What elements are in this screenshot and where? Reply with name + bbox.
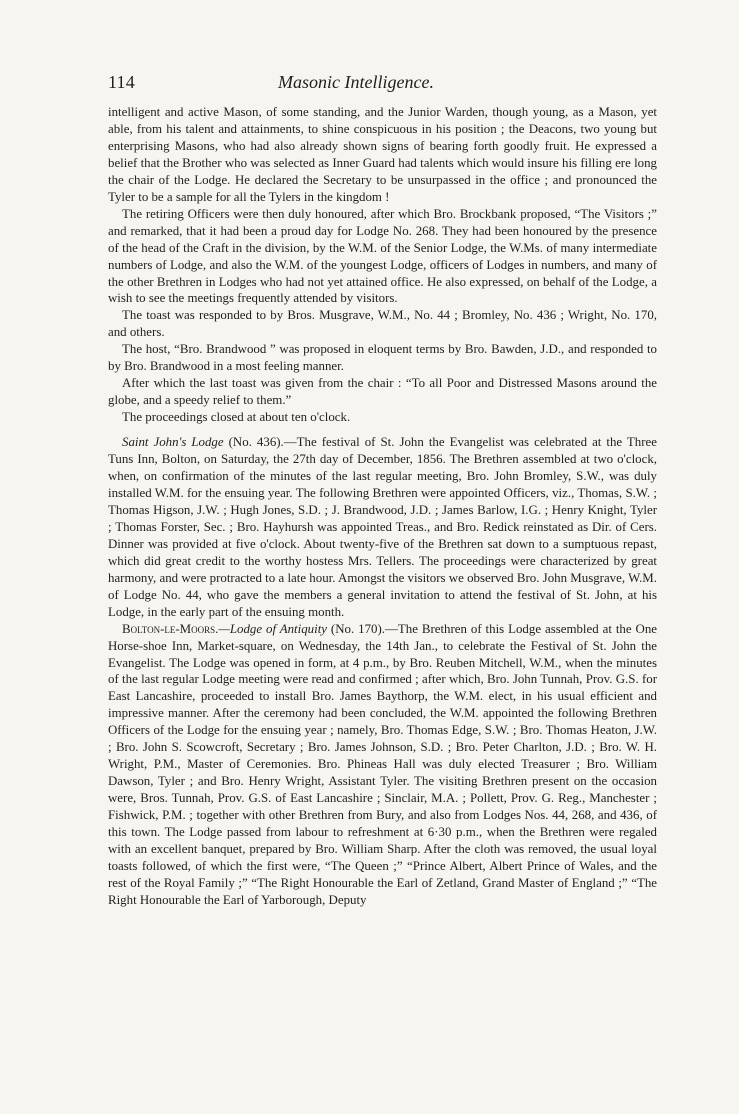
paragraph-bolton-le-moors — [108, 621, 657, 909]
paragraph-saint-johns-lodge — [108, 434, 657, 620]
paragraph-visitors-toast: The retiring Officers were then duly honoured, after which Bro. Brockbank proposed, “The Visitors ;” and remarked, that it had been a proud day for Lodge No. 268. They had been honoured by the presence of the head of the Craft in the division, by the W.M. of the Senior Lodge, the W.Ms. of many intermediate numbers of Lodge, and also the W.M. of the youngest Lodge, officers of Lodges in numbers, and many of the other Brethren in Lodges who had not yet attained office. He also expressed, on behalf of the Lodge, a wish to see the meetings frequently attended by visitors. — [108, 206, 657, 306]
paragraph-toast-response: The toast was responded to by Bros. Musgrave, W.M., No. 44 ; Bromley, No. 436 ; Wright, No. 170, and others. — [108, 308, 657, 340]
paragraph-host-toast: The host, “Bro. Brandwood ” was proposed in eloquent terms by Bro. Bawden, J.D., and responded to by Bro. Brandwood in a most feeling manner. — [108, 342, 657, 374]
paragraph-continuation: intelligent and active Mason, of some standing, and the Junior Warden, though young, as a Mason, yet able, from his talent and attainments, to shine conspicuous in his position ; the Deacons, two young but enterprising Masons, who had also already shown signs of bearing forth goodly fruit. He expressed a belief that the Brother who was selected as Inner Guard had talents which would insure his filling ere long the chair of the Lodge. He declared the Secretary to be unsurpassed in the office ; and pronounced the Tyler to be a sample for all the Tylers in the kingdom ! — [108, 105, 657, 204]
running-title: Masonic Intelligence. — [278, 72, 434, 92]
page-number: 114 — [108, 72, 135, 92]
place-heading-small-caps: Bolton-le-Moors. — [122, 621, 219, 636]
lodge-name-italic: —Lodge of Antiquity — [218, 621, 327, 636]
saint-johns-report-text: (No. 436).—The festival of St. John the Evangelist was celebrated at the Three Tuns Inn, Bolton, on Saturday, the 27th day of December, 1856. The Brethren assembled at two o'clock, when, on confirmation of the minutes of the last regular meeting, Bro. John Bromley, S.W., was duly installed W.M. for the ensuing year. The following Brethren were appointed Officers, viz., Thomas, S.W. ; Thomas Higson, J.W. ; Hugh Jones, S.D. ; J. Brandwood, J.D. ; James Barlow, I.G. ; Henry Knight, Tyler ; Thomas Forster, Sec. ; Bro. Hayhursh was appointed Treas., and Bro. Redick reinstated as Dir. of Cers. Dinner was provided at five o'clock. About twenty-five of the Brethren sat down to a sumptuous repast, which did great credit to the worthy hostess Mrs. Tellers. The proceedings were characterized by great harmony, and were protracted to a late hour. Amongst the visitors we observed Bro. John Musgrave, W.M. of Lodge No. 44, who gave the members a general invitation to attend the festival of St. John, at his Lodge, in the early part of the ensuing month. — [108, 435, 657, 619]
lodge-name-italic: Saint John's Lodge — [122, 435, 224, 450]
article-body — [108, 104, 657, 909]
page-header — [108, 72, 657, 100]
section-spacer — [108, 426, 657, 434]
bolton-report-text: (No. 170).—The Brethren of this Lodge assembled at the One Horse-shoe Inn, Market-square, on Wednesday, the 14th Jan., to celebrate the Festival of St. John the Evangelist. The Lodge was opened in form, at 4 p.m., by Bro. Reuben Mitchell, W.M., when the minutes of the last regular Lodge meeting were read and confirmed ; after which, Bro. John Tunnah, Prov. G.S. for East Lancashire, proceeded to install Bro. James Baythorp, the W.M. elect, in his usual efficient and impressive manner. After the ceremony had been concluded, the W.M. appointed the following Brethren Officers of the Lodge for the ensuing year ; namely, Bro. Thomas Edge, S.W. ; Bro. Thomas Heaton, J.W. ; Bro. John S. Scowcroft, Secretary ; Bro. James Johnson, S.D. ; Bro. Peter Charlton, J.D. ; Bro. W. H. Wright, P.M., Master of Ceremonies. Bro. Phineas Hall was duly elected Treasurer ; Bro. William Dawson, Tyler ; and Bro. Henry Wright, Assistant Tyler. The visiting Brethren present on the occasion were, Bros. Tunnah, Prov. G.S. of East Lancashire ; Sinclair, M.A. ; Pollett, Prov. G. Reg., Manchester ; Fishwick, P.M. ; together with other Brethren from Bury, and also from Lodges Nos. 44, 268, and 436, of this town. The Lodge passed from labour to refreshment at 6·30 p.m., when the Brethren were regaled with an excellent banquet, prepared by Bro. William Sharp. After the cloth was removed, the usual loyal toasts followed, of which the first were, “The Queen ;” “Prince Albert, Albert Prince of Wales, and the rest of the Royal Family ;” “The Right Honourable the Earl of Zetland, Grand Master of England ;” “The Right Honourable the Earl of Yarborough, Deputy — [108, 621, 657, 907]
paragraph-last-toast: After which the last toast was given from the chair : “To all Poor and Distressed Masons around the globe, and a speedy relief to them.” — [108, 376, 657, 408]
paragraph-proceedings-closed: The proceedings closed at about ten o'clock. — [122, 410, 351, 425]
